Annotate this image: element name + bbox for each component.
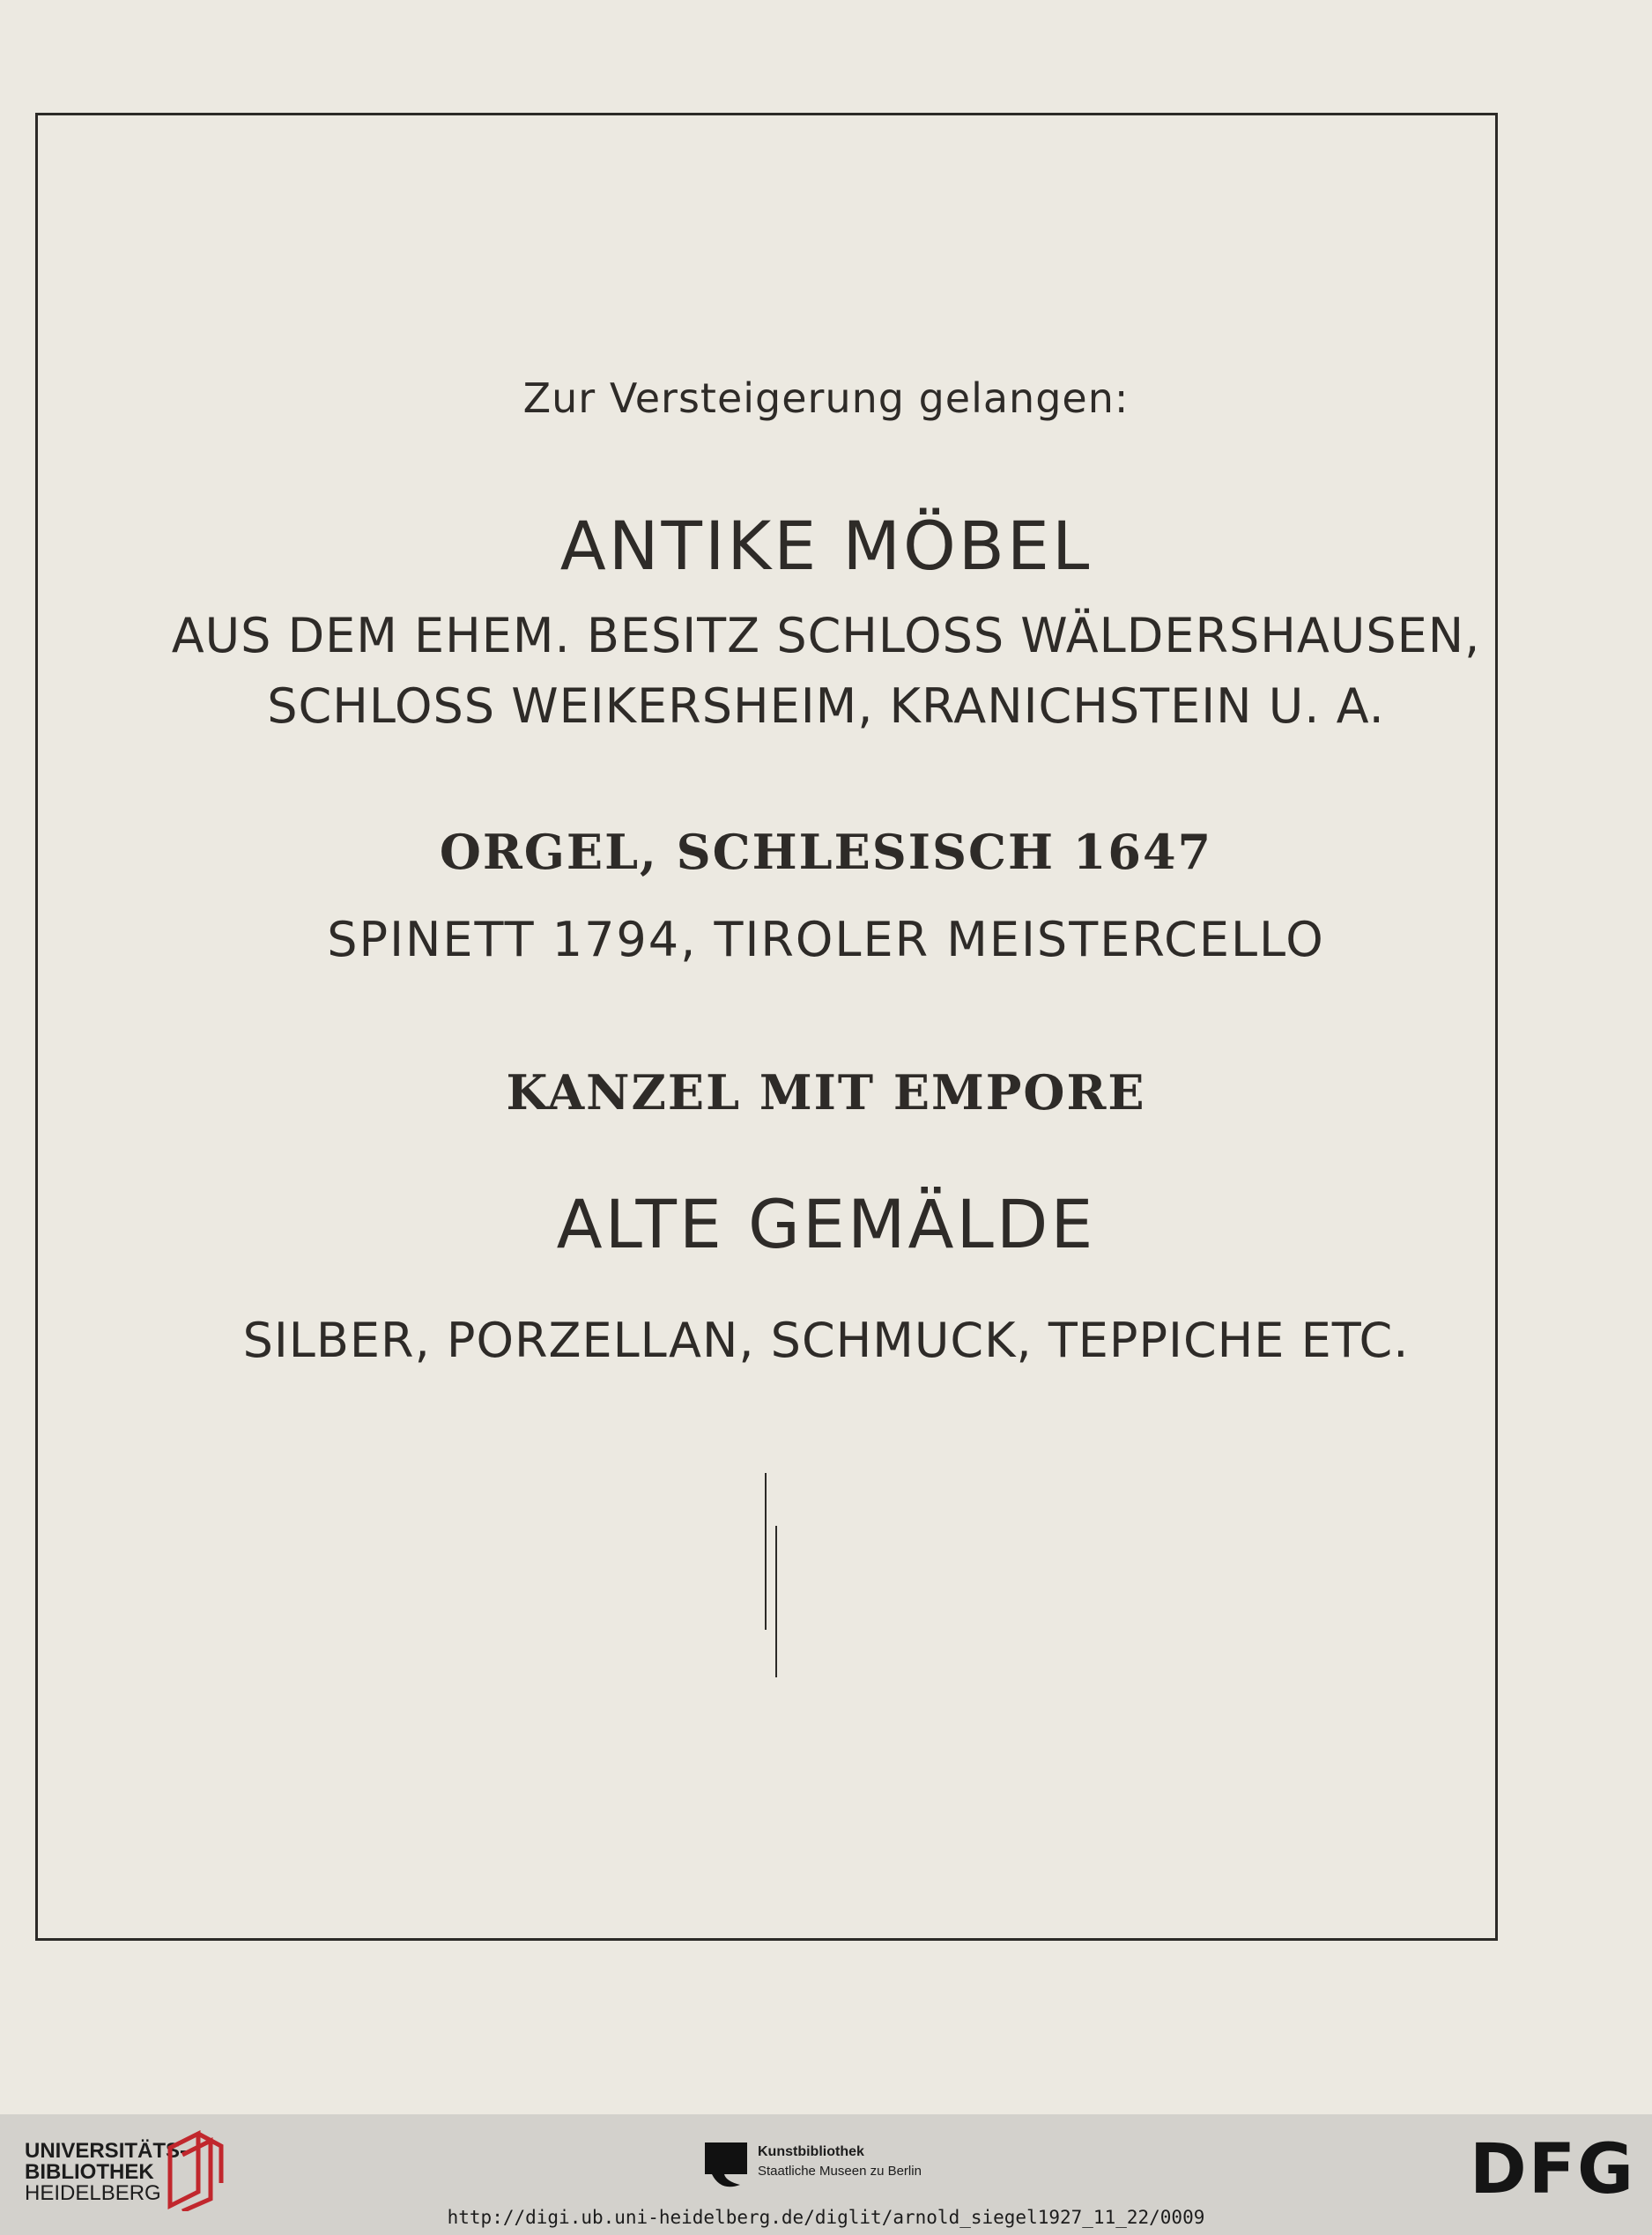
ornament-rule-left [765,1473,767,1630]
heading-antike-moebel: ANTIKE MÖBEL [559,507,1093,585]
heading-kanzel: KANZEL MIT EMPORE [506,1064,1146,1121]
kb-sub: Staatliche Museen zu Berlin [758,2164,922,2179]
ub-line-2: BIBLIOTHEK [25,2160,154,2184]
dfg-logo[interactable]: DFG [1470,2130,1636,2209]
kunstbibliothek-logo-icon[interactable] [705,2142,747,2192]
ornament-rule-right [775,1526,777,1677]
intro-line: Zur Versteigerung gelangen: [522,374,1130,422]
provenance-line-1: AUS DEM EHEM. BESITZ SCHLOSS WÄLDERSHAUSEN, [171,608,1481,663]
heading-orgel: ORGEL, SCHLESISCH 1647 [439,824,1213,880]
misc-items-line: SILBER, PORZELLAN, SCHMUCK, TEPPICHE ETC. [242,1313,1410,1368]
heading-alte-gemaelde: ALTE GEMÄLDE [556,1185,1096,1263]
kb-name: Kunstbibliothek [758,2144,864,2159]
ub-line-3: HEIDELBERG [25,2181,161,2205]
ub-line-1: UNIVERSITÄTS- [25,2139,188,2163]
instruments-line: SPINETT 1794, TIROLER MEISTERCELLO [327,912,1325,967]
provenance-line-2: SCHLOSS WEIKERSHEIM, KRANICHSTEIN U. A. [267,678,1385,734]
source-url[interactable]: http://digi.ub.uni-heidelberg.de/diglit/arnold_siegel1927_11_22/0009 [447,2207,1205,2228]
kunstbibliothek-logo-text[interactable] [758,2142,922,2181]
ub-heidelberg-logo-icon[interactable] [163,2130,226,2211]
